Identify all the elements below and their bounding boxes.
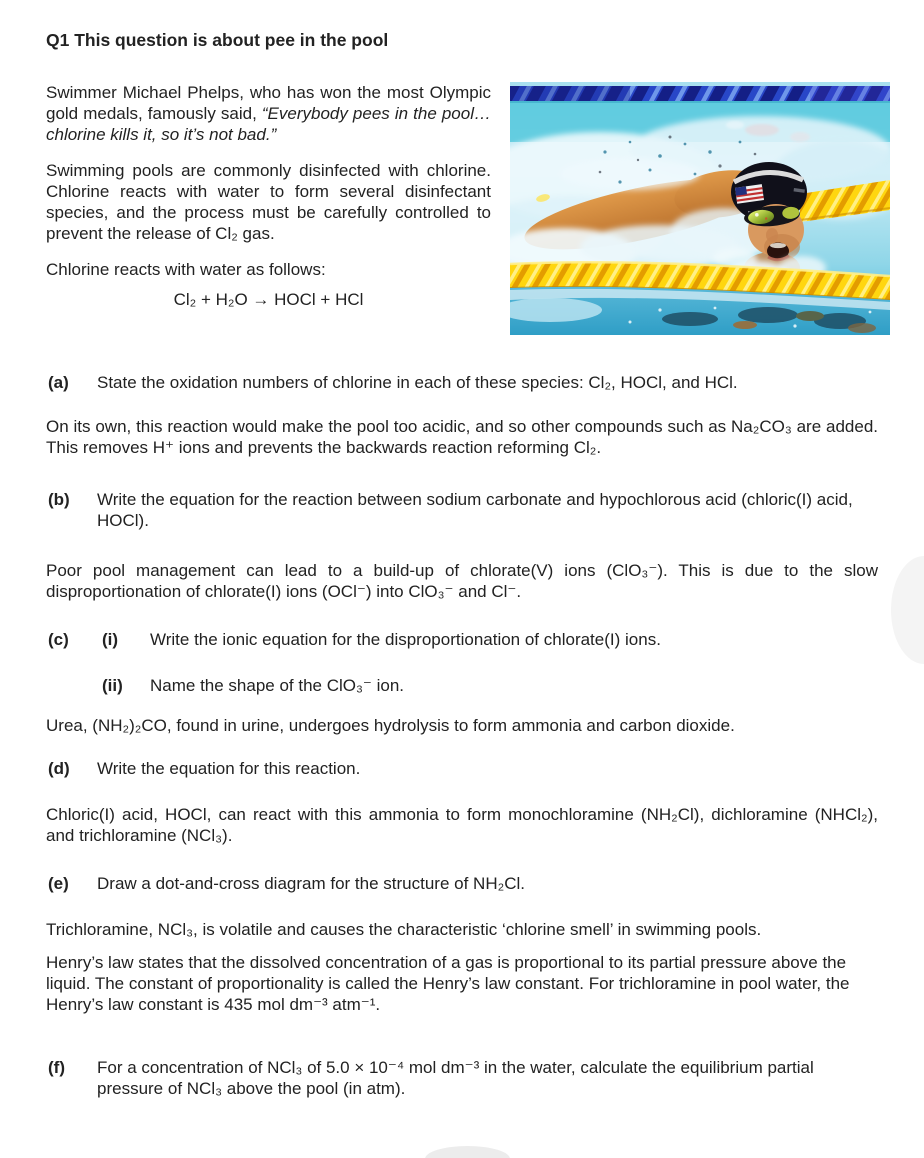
- intro-section: [46, 82, 878, 343]
- part-b: [46, 489, 878, 531]
- chlorine-water-equation: Cl₂ + H₂O → HOCl + HCl: [173, 290, 364, 309]
- paragraph-na2co3: On its own, this reaction would make the pool too acidic, and so other compounds such as Na₂CO₃ are added. This removes H⁺ ions and prevents the backwards reaction reforming Cl₂.: [46, 417, 878, 457]
- part-f-text: For a concentration of NCl₃ of 5.0 × 10⁻⁴ mol dm⁻³ in the water, calculate the equilibrium partial pressure of NCl₃ above the pool (in atm).: [97, 1058, 814, 1098]
- part-d: [46, 758, 878, 779]
- intro-paragraph-disinfect: Swimming pools are commonly disinfected with chlorine. Chlorine reacts with water to form several disinfectant species, and the process must be carefully controlled to prevent the release of Cl₂ gas.: [46, 161, 491, 243]
- part-c-ii: [46, 675, 878, 696]
- part-f: [46, 1057, 878, 1099]
- question-title: Q1 This question is about pee in the pool: [46, 30, 389, 50]
- part-b-label: (b): [48, 490, 70, 509]
- part-e-label: (e): [48, 874, 69, 893]
- part-c-i: [46, 629, 878, 650]
- part-d-label: (d): [48, 759, 70, 778]
- part-c-ii-label: (ii): [102, 676, 123, 695]
- part-c-label: (c): [48, 630, 69, 649]
- swimmer-photo: [510, 82, 890, 335]
- paragraph-chloramines: Chloric(I) acid, HOCl, can react with this ammonia to form monochloramine (NH₂Cl), dichloramine (NHCl₂), and trichloramine (NCl₃).: [46, 805, 878, 845]
- part-e: [46, 873, 878, 894]
- intro-paragraph-follows: Chlorine reacts with water as follows:: [46, 260, 326, 279]
- part-c-i-text: Write the ionic equation for the disproportionation of chlorate(I) ions.: [150, 630, 661, 649]
- part-c-i-label: (i): [102, 630, 119, 649]
- part-d-text: Write the equation for this reaction.: [97, 759, 361, 778]
- paragraph-urea: Urea, (NH₂)₂CO, found in urine, undergoes hydrolysis to form ammonia and carbon dioxide.: [46, 716, 735, 735]
- part-e-text: Draw a dot-and-cross diagram for the structure of NH₂Cl.: [97, 874, 525, 893]
- part-c-ii-text: Name the shape of the ClO₃⁻ ion.: [150, 676, 405, 695]
- swimmer-photo-graphic: [510, 82, 890, 335]
- faint-bottom-artifact: [425, 1146, 510, 1158]
- part-a-label: (a): [48, 373, 69, 392]
- intro-quote-lead: Swimmer Michael Phelps, who has won the most Olympic gold medals, famously said,: [46, 83, 491, 123]
- faint-edge-artifact: [891, 556, 924, 664]
- part-a: [46, 372, 878, 393]
- paragraph-henrys-law: Henry’s law states that the dissolved concentration of a gas is proportional to its partial pressure above the liquid. The constant of proportionality is called the Henry’s law constant. For trichloramine in pool water, the Henry’s law constant is 435 mol dm⁻³ atm⁻¹.: [46, 953, 850, 1014]
- paragraph-ncl3-smell: Trichloramine, NCl₃, is volatile and causes the characteristic ‘chlorine smell’ in swimming pools.: [46, 920, 762, 939]
- paragraph-chlorate: Poor pool management can lead to a build-up of chlorate(V) ions (ClO₃⁻). This is due to the slow disproportionation of chlorate(I) ions (OCl⁻) into ClO₃⁻ and Cl⁻.: [46, 561, 878, 601]
- phelps-quote: “Everybody pees in the pool… chlorine kills it, so it’s not bad.”: [46, 104, 491, 144]
- part-f-label: (f): [48, 1058, 65, 1077]
- part-a-text: State the oxidation numbers of chlorine in each of these species: Cl₂, HOCl, and HCl.: [97, 373, 738, 392]
- part-b-text: Write the equation for the reaction between sodium carbonate and hypochlorous acid (chloric(I) acid, HOCl).: [97, 490, 853, 530]
